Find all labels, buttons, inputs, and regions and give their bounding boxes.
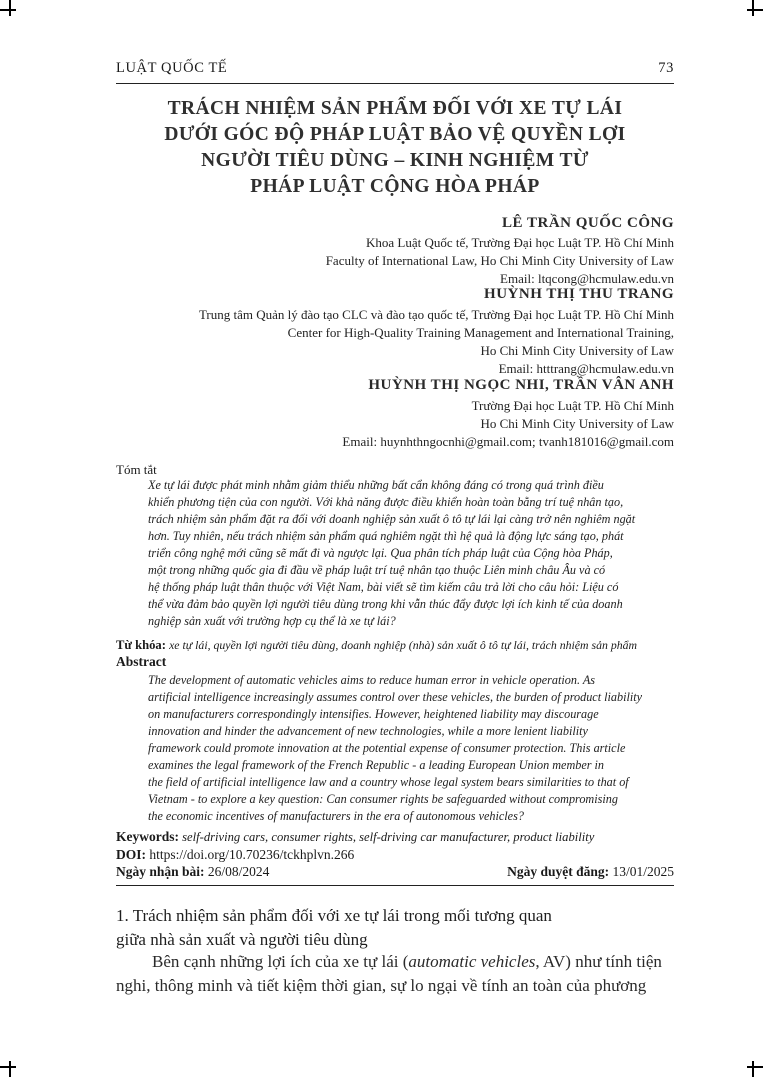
keywords-vi-text: xe tự lái, quyền lợi người tiêu dùng, doanh nghiệp (nhà) sản xuất ô tô tự lái, trách nhiệm sản phẩm [169,638,638,652]
summary-line: hơn. Tuy nhiên, nếu trách nhiệm sản phẩm quá nghiêm ngặt thì hệ quả là động lực sáng tạo, phát [148,529,624,543]
author-email[interactable]: Email: huynhthngocnhi@gmail.com; tvanh181016@gmail.com [342,434,674,449]
abstract-label: Abstract [116,654,167,669]
body-text: Bên cạnh những lợi ích của xe tự lái ( [152,952,409,971]
crop-mark-bottom-left-v [9,1061,11,1077]
metadata-rule [116,885,674,886]
doi-label: DOI: [116,847,146,862]
author-name: HUỲNH THỊ NGỌC NHI, TRẦN VÂN ANH [368,377,674,393]
keywords-vi-label: Từ khóa: [116,638,166,652]
author-affiliation: Ho Chi Minh City University of Law [480,343,674,358]
summary-line: nghiệp sản xuất với trường hợp cụ thể là xe tự lái? [148,614,396,628]
author-affiliation: Khoa Luật Quốc tế, Trường Đại học Luật TP. Hồ Chí Minh [366,235,674,250]
accepted-label: Ngày duyệt đăng: [507,864,610,879]
author-affiliation: Ho Chi Minh City University of Law [480,416,674,431]
summary-line: triển công nghệ mới cũng sẽ mất đi và ngược lại. Qua phân tích pháp luật của Cộng hòa Pháp, [148,546,613,560]
summary-line: khiển phương tiện của con người. Với khả năng được điều khiển hoàn toàn bằng trí tuệ nhân tạo, [148,495,624,509]
keywords-en-text: self-driving cars, consumer rights, self-driving car manufacturer, product liability [182,830,595,844]
section-body [116,950,676,998]
running-header-section: LUẬT QUỐC TẾ [116,60,228,76]
summary-label: Tóm tắt [116,462,157,477]
received-date [116,864,269,880]
crop-mark-top-right-v [752,0,754,16]
author-affiliation: Trung tâm Quản lý đào tạo CLC và đào tạo quốc tế, Trường Đại học Luật TP. Hồ Chí Minh [198,307,674,322]
article-title-line-2: DƯỚI GÓC ĐỘ PHÁP LUẬT BẢO VỆ QUYỀN LỢI [164,124,626,145]
header-rule [116,83,674,84]
author-affiliation: Center for High-Quality Training Management and International Training, [287,325,674,340]
doi-line [116,847,354,863]
abstract-paragraph [148,672,673,825]
summary-line: một trong những quốc gia đi đầu về pháp luật trí tuệ nhân tạo thuộc Liên minh châu Âu và có [148,563,606,577]
body-line [116,950,676,974]
summary-paragraph [148,477,673,630]
abstract-line: innovation and hinder the advancement of new technologies, while a more lenient liability [148,724,588,738]
abstract-line: the economic incentives of manufacturers in the era of autonomous vehicles? [148,809,524,823]
accepted-date [507,864,674,880]
body-line: nghi, thông minh và tiết kiệm thời gian, sự lo ngại về tính an toàn của phương [116,976,647,995]
summary-line: trách nhiệm sản phẩm đặt ra đối với doanh nghiệp sản xuất ô tô tự lái lại càng trở nên nghiêm ngặt [148,512,636,526]
abstract-line: the field of artificial intelligence law and a country whose legal system bears similarities to that of [148,775,629,789]
crop-mark-top-left-h [0,9,16,11]
author-name: HUỲNH THỊ THU TRANG [484,286,674,302]
abstract-line: artificial intelligence increasingly assumes control over these vehicles, the burden of product liability [148,690,643,704]
keywords-en [116,829,594,845]
page-number: 73 [658,60,674,76]
summary-line: thể vừa đảm bảo quyền lợi người tiêu dùng trong khi vẫn thúc đẩy được lợi ích kinh tế của doanh [148,597,623,611]
received-label: Ngày nhận bài: [116,864,205,879]
summary-line: hệ thống pháp luật thân thuộc với Việt Nam, bài viết sẽ tìm kiếm câu trả lời cho câu hỏi: Liệu có [148,580,619,594]
abstract-line: on manufacturers correspondingly intensifies. However, heightened liability may discourage [148,707,599,721]
accepted-value: 13/01/2025 [612,864,674,879]
author-affiliation: Faculty of International Law, Ho Chi Minh City University of Law [325,253,674,268]
crop-mark-top-left-v [9,0,11,16]
author-affiliation: Trường Đại học Luật TP. Hồ Chí Minh [471,398,674,413]
crop-mark-bottom-right-h [747,1066,763,1068]
author-email[interactable]: Email: htttrang@hcmulaw.edu.vn [498,361,674,376]
section-heading-line: 1. Trách nhiệm sản phẩm đối với xe tự lái trong mối tương quan [116,906,552,925]
summary-line: Xe tự lái được phát minh nhằm giảm thiểu những bất cẩn không đáng có trong quá trình điều [148,478,604,492]
body-text: , AV) như tính tiện [535,952,662,971]
received-value: 26/08/2024 [207,864,270,879]
section-heading [116,904,676,952]
article-title-line-4: PHÁP LUẬT CỘNG HÒA PHÁP [250,176,540,197]
abstract-line: framework could promote innovation at the potential expense of consumer protection. This article [148,741,626,755]
abstract-line: Vietnam - to explore a key question: Can consumer rights be safeguarded without compromising [148,792,618,806]
crop-mark-bottom-left-h [0,1066,16,1068]
abstract-line: examines the legal framework of the French Republic - a leading European Union member in [148,758,605,772]
crop-mark-top-right-h [747,9,763,11]
section-heading-line: giữa nhà sản xuất và người tiêu dùng [116,930,368,949]
article-title-line-3: NGƯỜI TIÊU DÙNG – KINH NGHIỆM TỪ [201,150,589,171]
crop-mark-bottom-right-v [752,1061,754,1077]
keywords-vi [116,638,637,653]
article-title-line-1: TRÁCH NHIỆM SẢN PHẨM ĐỐI VỚI XE TỰ LÁI [167,98,623,119]
keywords-en-label: Keywords: [116,829,179,844]
abstract-line: The development of automatic vehicles aims to reduce human error in vehicle operation. As [148,673,596,687]
author-email[interactable]: Email: ltqcong@hcmulaw.edu.vn [500,271,674,286]
doi-link[interactable]: https://doi.org/10.70236/tckhplvn.266 [149,847,355,862]
author-name: LÊ TRẦN QUỐC CÔNG [502,215,674,231]
body-italic-term: automatic vehicles [408,952,536,971]
